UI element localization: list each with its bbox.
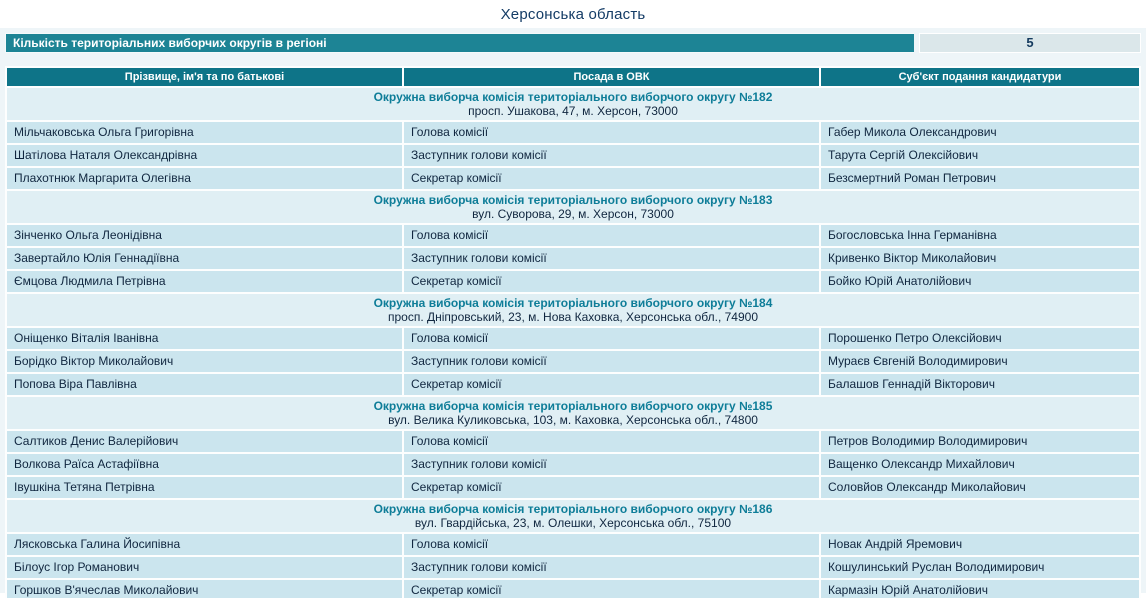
member-row — [7, 248, 1139, 269]
member-position: Заступник голови комісії — [404, 351, 819, 372]
content-area — [0, 28, 1146, 597]
district-commission-title: Окружна виборча комісія територіального виборчого округу №185 — [373, 399, 773, 413]
district-section-header — [7, 88, 1139, 120]
member-subject: Богословська Інна Германівна — [821, 225, 1139, 246]
member-position: Секретар комісії — [404, 168, 819, 189]
member-position: Голова комісії — [404, 328, 819, 349]
member-position: Секретар комісії — [404, 477, 819, 498]
member-subject: Тарута Сергій Олексійович — [821, 145, 1139, 166]
member-subject: Мураєв Євгеній Володимирович — [821, 351, 1139, 372]
district-commission-title: Окружна виборча комісія територіального виборчого округу №182 — [373, 90, 773, 104]
member-name: Плахотнюк Маргарита Олегівна — [7, 168, 402, 189]
district-commission-title: Окружна виборча комісія територіального виборчого округу №186 — [373, 502, 773, 516]
member-subject: Балашов Геннадій Вікторович — [821, 374, 1139, 395]
member-position: Голова комісії — [404, 431, 819, 452]
member-row — [7, 534, 1139, 555]
member-row — [7, 328, 1139, 349]
member-name: Мільчаковська Ольга Григорівна — [7, 122, 402, 143]
member-row — [7, 122, 1139, 143]
member-name: Лясковська Галина Йосипівна — [7, 534, 402, 555]
member-subject: Бойко Юрій Анатолійович — [821, 271, 1139, 292]
member-subject: Новак Андрій Яремович — [821, 534, 1139, 555]
member-position: Голова комісії — [404, 122, 819, 143]
district-section-header — [7, 294, 1139, 326]
district-commission-address: вул. Суворова, 29, м. Херсон, 73000 — [472, 207, 674, 221]
district-commission-address: просп. Дніпровський, 23, м. Нова Каховка, Херсонська обл., 74900 — [388, 310, 758, 324]
member-subject: Кривенко Віктор Миколайович — [821, 248, 1139, 269]
member-name: Івушкіна Тетяна Петрівна — [7, 477, 402, 498]
district-section-header — [7, 397, 1139, 429]
member-name: Зінченко Ольга Леонідівна — [7, 225, 402, 246]
member-row — [7, 454, 1139, 475]
district-section-header — [7, 191, 1139, 223]
member-name: Салтиков Денис Валерійович — [7, 431, 402, 452]
member-subject: Петров Володимир Володимирович — [821, 431, 1139, 452]
member-position: Секретар комісії — [404, 271, 819, 292]
district-commission-title: Окружна виборча комісія територіального виборчого округу №184 — [373, 296, 773, 310]
column-header-name: Прізвище, ім'я та по батькові — [7, 68, 402, 86]
district-commission-address: просп. Ушакова, 47, м. Херсон, 73000 — [468, 104, 678, 118]
member-name: Білоус Ігор Романович — [7, 557, 402, 578]
member-row — [7, 580, 1139, 598]
page-header — [0, 0, 1146, 28]
member-position: Секретар комісії — [404, 580, 819, 598]
column-header-position: Посада в ОВК — [404, 68, 819, 86]
member-subject: Кошулинський Руслан Володимирович — [821, 557, 1139, 578]
districts-count-value: 5 — [919, 33, 1141, 53]
member-position: Заступник голови комісії — [404, 557, 819, 578]
districts-count-label: Кількість територіальних виборчих округів в регіоні — [5, 33, 914, 53]
member-name: Борідко Віктор Миколайович — [7, 351, 402, 372]
member-subject: Габер Микола Олександрович — [821, 122, 1139, 143]
member-name: Горшков В'ячеслав Миколайович — [7, 580, 402, 598]
member-name: Оніщенко Віталія Іванівна — [7, 328, 402, 349]
member-name: Волкова Раїса Астафіївна — [7, 454, 402, 475]
member-name: Попова Віра Павлівна — [7, 374, 402, 395]
district-commission-title: Окружна виборча комісія територіального виборчого округу №183 — [373, 193, 773, 207]
member-row — [7, 145, 1139, 166]
member-row — [7, 374, 1139, 395]
member-subject: Порошенко Петро Олексійович — [821, 328, 1139, 349]
member-row — [7, 351, 1139, 372]
member-subject: Соловйов Олександр Миколайович — [821, 477, 1139, 498]
table-header-row — [7, 68, 1139, 86]
member-name: Ємцова Людмила Петрівна — [7, 271, 402, 292]
member-position: Заступник голови комісії — [404, 248, 819, 269]
member-row — [7, 168, 1139, 189]
member-subject: Безсмертний Роман Петрович — [821, 168, 1139, 189]
member-position: Голова комісії — [404, 225, 819, 246]
member-subject: Ващенко Олександр Михайлович — [821, 454, 1139, 475]
member-position: Голова комісії — [404, 534, 819, 555]
member-name: Шатілова Наталя Олександрівна — [7, 145, 402, 166]
district-commission-address: вул. Гвардійська, 23, м. Олешки, Херсонська обл., 75100 — [414, 516, 732, 530]
district-section-header — [7, 500, 1139, 532]
page-title: Херсонська область — [500, 6, 646, 23]
member-position: Заступник голови комісії — [404, 145, 819, 166]
member-row — [7, 225, 1139, 246]
member-row — [7, 477, 1139, 498]
member-name: Завертайло Юлія Геннадіївна — [7, 248, 402, 269]
commission-table — [5, 66, 1141, 598]
member-row — [7, 271, 1139, 292]
member-position: Секретар комісії — [404, 374, 819, 395]
column-header-subject: Суб'єкт подання кандидатури — [821, 68, 1139, 86]
districts-count-bar — [5, 33, 1141, 53]
member-position: Заступник голови комісії — [404, 454, 819, 475]
member-row — [7, 557, 1139, 578]
member-row — [7, 431, 1139, 452]
district-commission-address: вул. Велика Куликовська, 103, м. Каховка, Херсонська обл., 74800 — [388, 413, 758, 427]
member-subject: Кармазін Юрій Анатолійович — [821, 580, 1139, 598]
